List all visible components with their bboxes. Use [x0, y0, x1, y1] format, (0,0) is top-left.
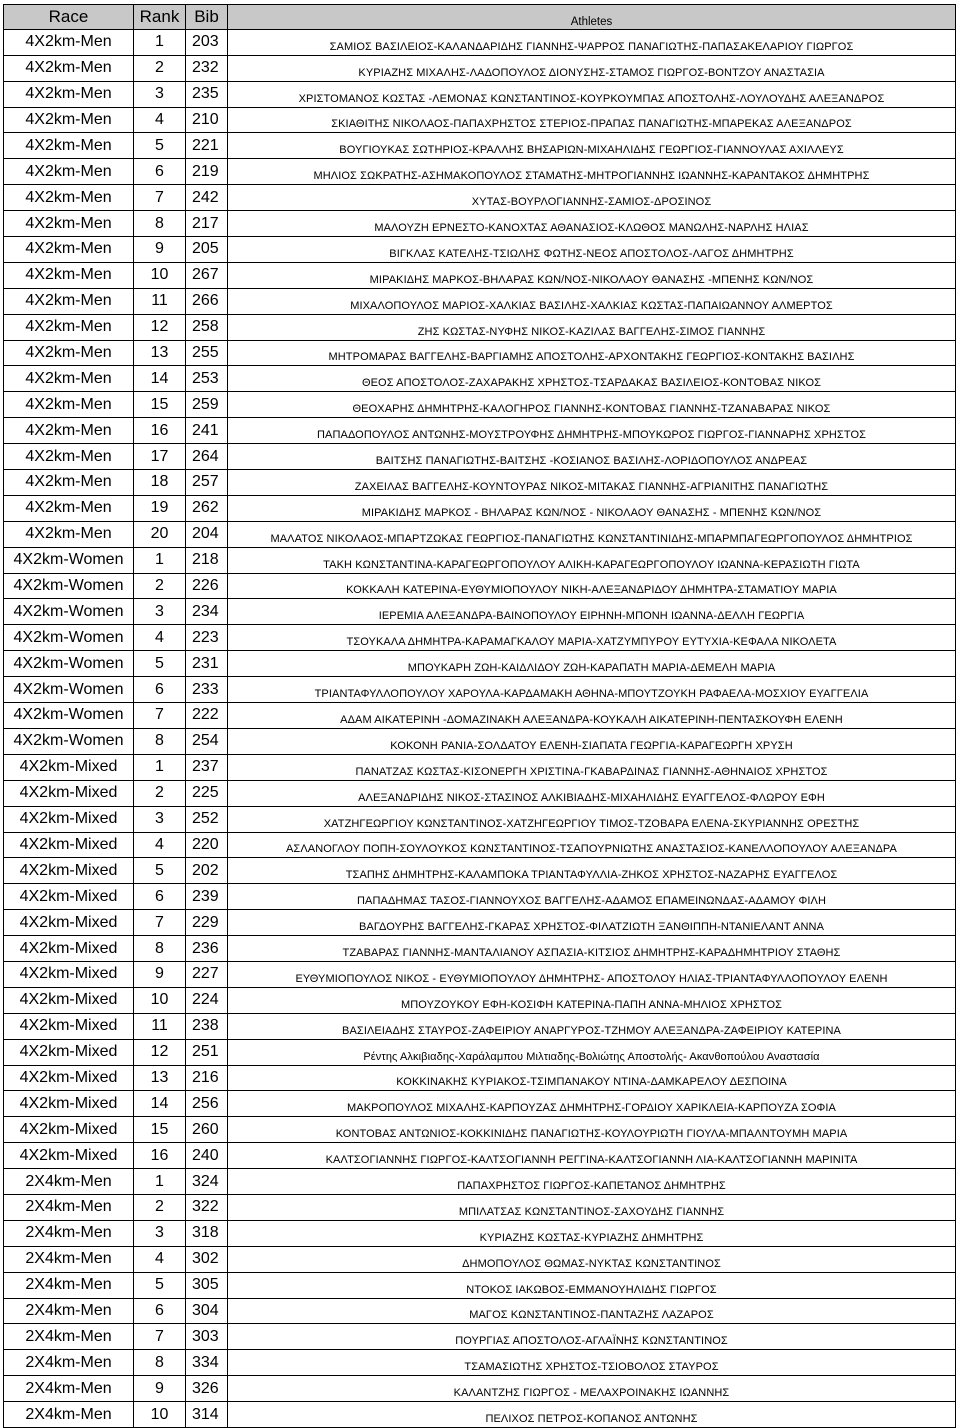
- race-cell: 4X2km-Men: [4, 418, 134, 444]
- athletes-cell: ΒΑΙΤΣΗΣ ΠΑΝΑΓΙΩΤΗΣ-ΒΑΙΤΣΗΣ -ΚΟΣΙΑΝΟΣ ΒΑΣΙΛΗΣ-ΛΟΡΙΔΟΠΟΥΛΟΣ ΑΝΔΡΕΑΣ: [228, 444, 956, 470]
- bib-cell: 222: [186, 703, 228, 729]
- table-row: [4, 521, 956, 547]
- table-row: [4, 81, 956, 107]
- race-cell: 4X2km-Mixed: [4, 1039, 134, 1065]
- bib-cell: 224: [186, 987, 228, 1013]
- rank-cell: 20: [134, 521, 186, 547]
- athletes-cell: ΤΣΟΥΚΑΛΑ ΔΗΜΗΤΡΑ-ΚΑΡΑΜΑΓΚΑΛΟΥ ΜΑΡΙΑ-ΧΑΤΖΥΜΠΥΡΟΥ ΕΥΤΥΧΙΑ-ΚΕΦΑΛΑ ΝΙΚΟΛΕΤΑ: [228, 625, 956, 651]
- race-cell: 4X2km-Women: [4, 728, 134, 754]
- rank-cell: 4: [134, 107, 186, 133]
- rank-cell: 3: [134, 599, 186, 625]
- bib-cell: 266: [186, 288, 228, 314]
- bib-cell: 326: [186, 1376, 228, 1402]
- athletes-cell: ΚΟΚΚΙΝΑΚΗΣ ΚΥΡΙΑΚΟΣ-ΤΣΙΜΠΑΝΑΚΟΥ ΝΤΙΝΑ-ΔΑΜΚΑΡΕΛΟΥ ΔΕΣΠΟΙΝΑ: [228, 1065, 956, 1091]
- rank-cell: 8: [134, 211, 186, 237]
- rank-cell: 4: [134, 625, 186, 651]
- athletes-cell: ΤΖΑΒΑΡΑΣ ΓΙΑΝΝΗΣ-ΜΑΝΤΑΛΙΑΝΟΥ ΑΣΠΑΣΙΑ-ΚΙΤΣΙΟΣ ΔΗΜΗΤΡΗΣ-ΚΑΡΑΔΗΜΗΤΡΙΟΥ ΣΤΑΘΗΣ: [228, 936, 956, 962]
- header-rank: Rank: [134, 5, 186, 30]
- bib-cell: 303: [186, 1324, 228, 1350]
- table-row: [4, 340, 956, 366]
- race-cell: 2X4km-Men: [4, 1376, 134, 1402]
- bib-cell: 267: [186, 262, 228, 288]
- table-row: [4, 1039, 956, 1065]
- rank-cell: 7: [134, 1324, 186, 1350]
- athletes-cell: ΑΛΕΞΑΝΔΡΙΔΗΣ ΝΙΚΟΣ-ΣΤΑΣΙΝΟΣ ΑΛΚΙΒΙΑΔΗΣ-ΜΙΧΑΗΛΙΔΗΣ ΕΥΑΓΓΕΛΟΣ-ΦΛΩΡΟΥ ΕΦΗ: [228, 780, 956, 806]
- bib-cell: 259: [186, 392, 228, 418]
- rank-cell: 7: [134, 185, 186, 211]
- bib-cell: 257: [186, 470, 228, 496]
- athletes-cell: ΚΟΝΤΟΒΑΣ ΑΝΤΩΝΙΟΣ-ΚΟΚΚΙΝΙΔΗΣ ΠΑΝΑΓΙΩΤΗΣ-ΚΟΥΛΟΥΡΙΩΤΗ ΓΙΟΥΛΑ-ΜΠΑΛΝΤΟΥΜΗ ΜΑΡΙΑ: [228, 1117, 956, 1143]
- bib-cell: 223: [186, 625, 228, 651]
- table-row: [4, 754, 956, 780]
- table-row: [4, 1169, 956, 1195]
- bib-cell: 334: [186, 1350, 228, 1376]
- rank-cell: 6: [134, 1298, 186, 1324]
- race-cell: 4X2km-Mixed: [4, 910, 134, 936]
- table-row: [4, 288, 956, 314]
- athletes-cell: ΘΕΟΧΑΡΗΣ ΔΗΜΗΤΡΗΣ-ΚΑΛΟΓΗΡΟΣ ΓΙΑΝΝΗΣ-ΚΟΝΤΟΒΑΣ ΓΙΑΝΝΗΣ-ΤΖΑΝΑΒΑΡΑΣ ΝΙΚΟΣ: [228, 392, 956, 418]
- bib-cell: 314: [186, 1402, 228, 1428]
- rank-cell: 1: [134, 29, 186, 55]
- bib-cell: 254: [186, 728, 228, 754]
- bib-cell: 231: [186, 651, 228, 677]
- race-cell: 2X4km-Men: [4, 1402, 134, 1428]
- athletes-cell: ΑΔΑΜ ΑΙΚΑΤΕΡΙΝΗ -ΔΟΜΑΖΙΝΑΚΗ ΑΛΕΞΑΝΔΡΑ-ΚΟΥΚΑΛΗ ΑΙΚΑΤΕΡΙΝΗ-ΠΕΝΤΑΣΚΟΥΦΗ ΕΛΕΝΗ: [228, 703, 956, 729]
- bib-cell: 252: [186, 806, 228, 832]
- athletes-cell: ΚΑΛΤΣΟΓΙΑΝΝΗΣ ΓΙΩΡΓΟΣ-ΚΑΛΤΣΟΓΙΑΝΝΗ ΡΕΓΓΙΝΑ-ΚΑΛΤΣΟΓΙΑΝΝΗ ΛΙΑ-ΚΑΛΤΣΟΓΙΑΝΝΗ ΜΑΡΙΝΙΤΑ: [228, 1143, 956, 1169]
- race-cell: 4X2km-Mixed: [4, 1091, 134, 1117]
- athletes-cell: ΠΑΠΑΧΡΗΣΤΟΣ ΓΙΩΡΓΟΣ-ΚΑΠΕΤΑΝΟΣ ΔΗΜΗΤΡΗΣ: [228, 1169, 956, 1195]
- bib-cell: 236: [186, 936, 228, 962]
- race-cell: 2X4km-Men: [4, 1246, 134, 1272]
- table-row: [4, 961, 956, 987]
- header-bib: Bib: [186, 5, 228, 30]
- race-cell: 4X2km-Men: [4, 288, 134, 314]
- athletes-cell: ΜΑΛΟΥΖΗ ΕΡΝΕΣΤΟ-ΚΑΝΟΧΤΑΣ ΑΘΑΝΑΣΙΟΣ-ΚΛΩΘΟΣ ΜΑΝΩΛΗΣ-ΝΑΡΛΗΣ ΗΛΙΑΣ: [228, 211, 956, 237]
- athletes-cell: ΠΑΠΑΔΟΠΟΥΛΟΣ ΑΝΤΩΝΗΣ-ΜΟΥΣΤΡΟΥΦΗΣ ΔΗΜΗΤΡΗΣ-ΜΠΟΥΚΩΡΟΣ ΓΙΩΡΓΟΣ-ΓΙΑΝΝΑΡΗΣ ΧΡΗΣΤΟΣ: [228, 418, 956, 444]
- race-cell: 4X2km-Mixed: [4, 884, 134, 910]
- athletes-cell: ΝΤΟΚΟΣ ΙΑΚΩΒΟΣ-ΕΜΜΑΝΟΥΗΛΙΔΗΣ ΓΙΩΡΓΟΣ: [228, 1272, 956, 1298]
- race-cell: 4X2km-Mixed: [4, 936, 134, 962]
- bib-cell: 304: [186, 1298, 228, 1324]
- race-cell: 4X2km-Men: [4, 444, 134, 470]
- bib-cell: 229: [186, 910, 228, 936]
- rank-cell: 7: [134, 703, 186, 729]
- race-cell: 4X2km-Mixed: [4, 858, 134, 884]
- rank-cell: 9: [134, 1376, 186, 1402]
- bib-cell: 210: [186, 107, 228, 133]
- race-cell: 4X2km-Men: [4, 340, 134, 366]
- rank-cell: 2: [134, 780, 186, 806]
- table-row: [4, 262, 956, 288]
- rank-cell: 9: [134, 961, 186, 987]
- table-row: [4, 1402, 956, 1428]
- bib-cell: 240: [186, 1143, 228, 1169]
- rank-cell: 18: [134, 470, 186, 496]
- table-row: [4, 133, 956, 159]
- race-cell: 4X2km-Women: [4, 625, 134, 651]
- table-row: [4, 1143, 956, 1169]
- athletes-cell: ΣΑΜΙΟΣ ΒΑΣΙΛΕΙΟΣ-ΚΑΛΑΝΔΑΡΙΔΗΣ ΓΙΑΝΝΗΣ-ΨΑΡΡΟΣ ΠΑΝΑΓΙΩΤΗΣ-ΠΑΠΑΣΑΚΕΛΑΡΙΟΥ ΓΙΩΡΓΟΣ: [228, 29, 956, 55]
- table-row: [4, 1065, 956, 1091]
- race-cell: 2X4km-Men: [4, 1324, 134, 1350]
- table-row: [4, 470, 956, 496]
- athletes-cell: ΠΟΥΡΓΙΑΣ ΑΠΟΣΤΟΛΟΣ-ΑΓΛΑΪΝΗΣ ΚΩΝΣΤΑΝΤΙΝΟΣ: [228, 1324, 956, 1350]
- athletes-cell: ΜΠΙΛΑΤΣΑΣ ΚΩΝΣΤΑΝΤΙΝΟΣ-ΣΑΧΟΥΔΗΣ ΓΙΑΝΝΗΣ: [228, 1194, 956, 1220]
- race-cell: 4X2km-Mixed: [4, 987, 134, 1013]
- athletes-cell: ΚΟΚΟΝΗ ΡΑΝΙΑ-ΣΟΛΔΑΤΟΥ ΕΛΕΝΗ-ΣΙΑΠΑΤΑ ΓΕΩΡΓΙΑ-ΚΑΡΑΓΕΩΡΓΗ ΧΡΥΣΗ: [228, 728, 956, 754]
- table-row: [4, 780, 956, 806]
- athletes-cell: ΚΥΡΙΑΖΗΣ ΚΩΣΤΑΣ-ΚΥΡΙΑΖΗΣ ΔΗΜΗΤΡΗΣ: [228, 1220, 956, 1246]
- bib-cell: 302: [186, 1246, 228, 1272]
- athletes-cell: ΤΡΙΑΝΤΑΦΥΛΛΟΠΟΥΛΟΥ ΧΑΡΟΥΛΑ-ΚΑΡΔΑΜΑΚΗ ΑΘΗΝΑ-ΜΠΟΥΤΖΟΥΚΗ ΡΑΦΑΕΛΑ-ΜΟΣΧΙΟΥ ΕΥΑΓΓΕΛΙΑ: [228, 677, 956, 703]
- bib-cell: 305: [186, 1272, 228, 1298]
- table-row: [4, 159, 956, 185]
- bib-cell: 235: [186, 81, 228, 107]
- rank-cell: 2: [134, 573, 186, 599]
- rank-cell: 13: [134, 340, 186, 366]
- rank-cell: 6: [134, 159, 186, 185]
- table-row: [4, 910, 956, 936]
- athletes-cell: ΜΑΓΟΣ ΚΩΝΣΤΑΝΤΙΝΟΣ-ΠΑΝΤΑΖΗΣ ΛΑΖΑΡΟΣ: [228, 1298, 956, 1324]
- rank-cell: 4: [134, 1246, 186, 1272]
- race-cell: 2X4km-Men: [4, 1194, 134, 1220]
- rank-cell: 13: [134, 1065, 186, 1091]
- bib-cell: 255: [186, 340, 228, 366]
- table-row: [4, 314, 956, 340]
- table-row: [4, 444, 956, 470]
- race-cell: 4X2km-Women: [4, 651, 134, 677]
- rank-cell: 16: [134, 1143, 186, 1169]
- header-athletes: Athletes: [228, 5, 956, 30]
- athletes-cell: ΘΕΟΣ ΑΠΟΣΤΟΛΟΣ-ΖΑΧΑΡΑΚΗΣ ΧΡΗΣΤΟΣ-ΤΣΑΡΔΑΚΑΣ ΒΑΣΙΛΕΙΟΣ-ΚΟΝΤΟΒΑΣ ΝΙΚΟΣ: [228, 366, 956, 392]
- rank-cell: 8: [134, 936, 186, 962]
- athletes-cell: ΒΟΥΓΙΟΥΚΑΣ ΣΩΤΗΡΙΟΣ-ΚΡΑΛΛΗΣ ΒΗΣΑΡΙΩΝ-ΜΙΧΑΗΛΙΔΗΣ ΓΕΩΡΓΙΟΣ-ΓΙΑΝΝΟΥΛΑΣ ΑΧΙΛΛΕΥΣ: [228, 133, 956, 159]
- table-row: [4, 418, 956, 444]
- rank-cell: 5: [134, 858, 186, 884]
- athletes-cell: ΜΙΧΑΛΟΠΟΥΛΟΣ ΜΑΡΙΟΣ-ΧΑΛΚΙΑΣ ΒΑΣΙΛΗΣ-ΧΑΛΚΙΑΣ ΚΩΣΤΑΣ-ΠΑΠΑΙΩΑΝΝΟΥ ΑΛΜΕΡΤΟΣ: [228, 288, 956, 314]
- athletes-cell: ΧΡΙΣΤΟΜΑΝΟΣ ΚΩΣΤΑΣ -ΛΕΜΟΝΑΣ ΚΩΝΣΤΑΝΤΙΝΟΣ-ΚΟΥΡΚΟΥΜΠΑΣ ΑΠΟΣΤΟΛΗΣ-ΛΟΥΛΟΥΔΗΣ ΑΛΕΞΑΝΔΡΟΣ: [228, 81, 956, 107]
- athletes-cell: ΣΚΙΑΘΙΤΗΣ ΝΙΚΟΛΑΟΣ-ΠΑΠΑΧΡΗΣΤΟΣ ΣΤΕΡΙΟΣ-ΠΡΑΠΑΣ ΠΑΝΑΓΙΩΤΗΣ-ΜΠΑΡΕΚΑΣ ΑΛΕΞΑΝΔΡΟΣ: [228, 107, 956, 133]
- rank-cell: 11: [134, 288, 186, 314]
- race-cell: 4X2km-Mixed: [4, 1013, 134, 1039]
- race-cell: 4X2km-Men: [4, 211, 134, 237]
- race-cell: 4X2km-Women: [4, 573, 134, 599]
- athletes-cell: ΔΗΜΟΠΟΥΛΟΣ ΘΩΜΑΣ-ΝΥΚΤΑΣ ΚΩΝΣΤΑΝΤΙΝΟΣ: [228, 1246, 956, 1272]
- athletes-cell: ΖΗΣ ΚΩΣΤΑΣ-ΝΥΦΗΣ ΝΙΚΟΣ-ΚΑΖΙΛΑΣ ΒΑΓΓΕΛΗΣ-ΣΙΜΟΣ ΓΙΑΝΝΗΣ: [228, 314, 956, 340]
- race-cell: 4X2km-Men: [4, 133, 134, 159]
- athletes-cell: ΕΥΘΥΜΙΟΠΟΥΛΟΣ ΝΙΚΟΣ - ΕΥΘΥΜΙΟΠΟΥΛΟΥ ΔΗΜΗΤΡΗΣ- ΑΠΟΣΤΟΛΟΥ ΗΛΙΑΣ-ΤΡΙΑΝΤΑΦΥΛΛΟΠΟΥΛΟΥ ΕΛΕΝΗ: [228, 961, 956, 987]
- athletes-cell: ΚΟΚΚΑΛΗ ΚΑΤΕΡΙΝΑ-ΕΥΘΥΜΙΟΠΟΥΛΟΥ ΝΙΚΗ-ΑΛΕΞΑΝΔΡΙΔΟΥ ΔΗΜΗΤΡΑ-ΣΤΑΜΑΤΙΟΥ ΜΑΡΙΑ: [228, 573, 956, 599]
- bib-cell: 322: [186, 1194, 228, 1220]
- bib-cell: 205: [186, 237, 228, 263]
- race-cell: 4X2km-Mixed: [4, 1065, 134, 1091]
- rank-cell: 10: [134, 1402, 186, 1428]
- race-cell: 4X2km-Men: [4, 185, 134, 211]
- table-row: [4, 1350, 956, 1376]
- race-cell: 4X2km-Men: [4, 262, 134, 288]
- athletes-cell: ΜΗΤΡΟΜΑΡΑΣ ΒΑΓΓΕΛΗΣ-ΒΑΡΓΙΑΜΗΣ ΑΠΟΣΤΟΛΗΣ-ΑΡΧΟΝΤΑΚΗΣ ΓΕΩΡΓΙΟΣ-ΚΟΝΤΑΚΗΣ ΒΑΣΙΛΗΣ: [228, 340, 956, 366]
- rank-cell: 10: [134, 262, 186, 288]
- table-row: [4, 1194, 956, 1220]
- athletes-cell: ΠΑΠΑΔΗΜΑΣ ΤΑΣΟΣ-ΓΙΑΝΝΟΥΧΟΣ ΒΑΓΓΕΛΗΣ-ΑΔΑΜΟΣ ΕΠΑΜΕΙΝΩΝΔΑΣ-ΑΔΑΜΟΥ ΦΙΛΗ: [228, 884, 956, 910]
- table-row: [4, 495, 956, 521]
- rank-cell: 15: [134, 392, 186, 418]
- bib-cell: 216: [186, 1065, 228, 1091]
- rank-cell: 1: [134, 754, 186, 780]
- table-row: [4, 1246, 956, 1272]
- bib-cell: 260: [186, 1117, 228, 1143]
- race-cell: 4X2km-Women: [4, 547, 134, 573]
- table-row: [4, 1220, 956, 1246]
- race-cell: 4X2km-Men: [4, 29, 134, 55]
- table-row: [4, 1117, 956, 1143]
- athletes-cell: ΒΑΣΙΛΕΙΑΔΗΣ ΣΤΑΥΡΟΣ-ΖΑΦΕΙΡΙΟΥ ΑΝΑΡΓΥΡΟΣ-ΤΖΗΜΟΥ ΑΛΕΞΑΝΔΡΑ-ΖΑΦΕΙΡΙΟΥ ΚΑΤΕΡΙΝΑ: [228, 1013, 956, 1039]
- results-table: [3, 4, 956, 1428]
- table-row: [4, 1324, 956, 1350]
- athletes-cell: ΒΑΓΔΟΥΡΗΣ ΒΑΓΓΕΛΗΣ-ΓΚΑΡΑΣ ΧΡΗΣΤΟΣ-ΦΙΛΑΤΖΙΩΤΗ ΞΑΝΘΙΠΠΗ-ΝΤΑΝΙΕΛΑΝΤ ΑΝΝΑ: [228, 910, 956, 936]
- rank-cell: 12: [134, 1039, 186, 1065]
- table-row: [4, 1013, 956, 1039]
- athletes-cell: ΤΑΚΗ ΚΩΝΣΤΑΝΤΙΝΑ-ΚΑΡΑΓΕΩΡΓΟΠΟΥΛΟΥ ΑΛΙΚΗ-ΚΑΡΑΓΕΩΡΓΟΠΟΥΛΟΥ ΙΩΑΝΝΑ-ΚΕΡΑΣΙΩΤΗ ΓΙΩΤΑ: [228, 547, 956, 573]
- table-row: [4, 832, 956, 858]
- race-cell: 4X2km-Men: [4, 107, 134, 133]
- athletes-cell: ΚΑΛΑΝΤΖΗΣ ΓΙΩΡΓΟΣ - ΜΕΛΑΧΡΟΙΝΑΚΗΣ ΙΩΑΝΝΗΣ: [228, 1376, 956, 1402]
- bib-cell: 203: [186, 29, 228, 55]
- table-row: [4, 237, 956, 263]
- bib-cell: 253: [186, 366, 228, 392]
- table-row: [4, 185, 956, 211]
- bib-cell: 221: [186, 133, 228, 159]
- rank-cell: 16: [134, 418, 186, 444]
- rank-cell: 10: [134, 987, 186, 1013]
- header-race: Race: [4, 5, 134, 30]
- race-cell: 4X2km-Men: [4, 495, 134, 521]
- rank-cell: 5: [134, 133, 186, 159]
- table-row: [4, 573, 956, 599]
- athletes-cell: ΙΕΡΕΜΙΑ ΑΛΕΞΑΝΔΡΑ-ΒΑΙΝΟΠΟΥΛΟΥ ΕΙΡΗΝΗ-ΜΠΟΝΗ ΙΩΑΝΝΑ-ΔΕΛΛΗ ΓΕΩΡΓΙΑ: [228, 599, 956, 625]
- rank-cell: 9: [134, 237, 186, 263]
- rank-cell: 17: [134, 444, 186, 470]
- table-row: [4, 366, 956, 392]
- bib-cell: 225: [186, 780, 228, 806]
- results-sheet: [3, 4, 955, 1428]
- athletes-cell: ΠΕΛΙΧΟΣ ΠΕΤΡΟΣ-ΚΟΠΑΝΟΣ ΑΝΤΩΝΗΣ: [228, 1402, 956, 1428]
- rank-cell: 6: [134, 884, 186, 910]
- table-row: [4, 29, 956, 55]
- table-row: [4, 987, 956, 1013]
- race-cell: 4X2km-Men: [4, 392, 134, 418]
- rank-cell: 4: [134, 832, 186, 858]
- table-row: [4, 625, 956, 651]
- race-cell: 4X2km-Mixed: [4, 754, 134, 780]
- results-body: [4, 29, 956, 1427]
- table-row: [4, 884, 956, 910]
- athletes-cell: ΜΗΛΙΟΣ ΣΩΚΡΑΤΗΣ-ΑΣΗΜΑΚΟΠΟΥΛΟΣ ΣΤΑΜΑΤΗΣ-ΜΗΤΡΟΓΙΑΝΝΗΣ ΙΩΑΝΝΗΣ-ΚΑΡΑΝΤΑΚΟΣ ΔΗΜΗΤΡΗΣ: [228, 159, 956, 185]
- race-cell: 4X2km-Mixed: [4, 832, 134, 858]
- race-cell: 2X4km-Men: [4, 1220, 134, 1246]
- race-cell: 4X2km-Men: [4, 237, 134, 263]
- rank-cell: 3: [134, 806, 186, 832]
- bib-cell: 239: [186, 884, 228, 910]
- bib-cell: 237: [186, 754, 228, 780]
- race-cell: 4X2km-Mixed: [4, 1117, 134, 1143]
- race-cell: 4X2km-Women: [4, 677, 134, 703]
- race-cell: 4X2km-Mixed: [4, 961, 134, 987]
- bib-cell: 241: [186, 418, 228, 444]
- rank-cell: 1: [134, 547, 186, 573]
- table-row: [4, 55, 956, 81]
- table-row: [4, 936, 956, 962]
- race-cell: 4X2km-Mixed: [4, 780, 134, 806]
- rank-cell: 7: [134, 910, 186, 936]
- athletes-cell: ΜΠΟΥΚΑΡΗ ΖΩΗ-ΚΑΙΔΛΙΔΟΥ ΖΩΗ-ΚΑΡΑΠΑΤΗ ΜΑΡΙΑ-ΔΕΜΕΛΗ ΜΑΡΙΑ: [228, 651, 956, 677]
- race-cell: 4X2km-Men: [4, 55, 134, 81]
- rank-cell: 12: [134, 314, 186, 340]
- rank-cell: 11: [134, 1013, 186, 1039]
- table-row: [4, 806, 956, 832]
- athletes-cell: ΜΙΡΑΚΙΔΗΣ ΜΑΡΚΟΣ-ΒΗΛΑΡΑΣ ΚΩΝ/ΝΟΣ-ΝΙΚΟΛΑΟΥ ΘΑΝΑΣΗΣ -ΜΠΕΝΗΣ ΚΩΝ/ΝΟΣ: [228, 262, 956, 288]
- header-row: [4, 5, 956, 30]
- bib-cell: 220: [186, 832, 228, 858]
- table-row: [4, 1376, 956, 1402]
- rank-cell: 2: [134, 1194, 186, 1220]
- table-row: [4, 677, 956, 703]
- athletes-cell: ΚΥΡΙΑΖΗΣ ΜΙΧΑΛΗΣ-ΛΑΔΟΠΟΥΛΟΣ ΔΙΟΝΥΣΗΣ-ΣΤΑΜΟΣ ΓΙΩΡΓΟΣ-ΒΟΝΤΖΟΥ ΑΝΑΣΤΑΣΙΑ: [228, 55, 956, 81]
- rank-cell: 3: [134, 1220, 186, 1246]
- race-cell: 4X2km-Men: [4, 314, 134, 340]
- athletes-cell: ΤΣΑΜΑΣΙΩΤΗΣ ΧΡΗΣΤΟΣ-ΤΣΙΟΒΟΛΟΣ ΣΤΑΥΡΟΣ: [228, 1350, 956, 1376]
- rank-cell: 8: [134, 728, 186, 754]
- race-cell: 4X2km-Men: [4, 470, 134, 496]
- race-cell: 4X2km-Men: [4, 366, 134, 392]
- bib-cell: 318: [186, 1220, 228, 1246]
- rank-cell: 14: [134, 366, 186, 392]
- bib-cell: 234: [186, 599, 228, 625]
- bib-cell: 219: [186, 159, 228, 185]
- bib-cell: 202: [186, 858, 228, 884]
- table-row: [4, 211, 956, 237]
- athletes-cell: ΠΑΝΑΤΖΑΣ ΚΩΣΤΑΣ-ΚΙΣΟΝΕΡΓΗ ΧΡΙΣΤΙΝΑ-ΓΚΑΒΑΡΔΙΝΑΣ ΓΙΑΝΝΗΣ-ΑΘΗΝΑΙΟΣ ΧΡΗΣΤΟΣ: [228, 754, 956, 780]
- bib-cell: 242: [186, 185, 228, 211]
- rank-cell: 5: [134, 1272, 186, 1298]
- race-cell: 2X4km-Men: [4, 1272, 134, 1298]
- table-row: [4, 547, 956, 573]
- athletes-cell: ΑΣΛΑΝΟΓΛΟΥ ΠΟΠΗ-ΣΟΥΛΟΥΚΟΣ ΚΩΝΣΤΑΝΤΙΝΟΣ-ΤΣΑΠΟΥΡΝΙΩΤΗΣ ΑΝΑΣΤΑΣΙΟΣ-ΚΑΝΕΛΛΟΠΟΥΛΟΥ ΑΛΕΞΑΝΔΡΑ: [228, 832, 956, 858]
- table-row: [4, 728, 956, 754]
- rank-cell: 2: [134, 55, 186, 81]
- rank-cell: 8: [134, 1350, 186, 1376]
- bib-cell: 251: [186, 1039, 228, 1065]
- table-row: [4, 1298, 956, 1324]
- bib-cell: 218: [186, 547, 228, 573]
- race-cell: 4X2km-Mixed: [4, 1143, 134, 1169]
- bib-cell: 264: [186, 444, 228, 470]
- table-row: [4, 858, 956, 884]
- race-cell: 4X2km-Men: [4, 521, 134, 547]
- bib-cell: 232: [186, 55, 228, 81]
- rank-cell: 3: [134, 81, 186, 107]
- athletes-cell: ΤΣΑΠΗΣ ΔΗΜΗΤΡΗΣ-ΚΑΛΑΜΠΟΚΑ ΤΡΙΑΝΤΑΦΥΛΛΙΑ-ΖΗΚΟΣ ΧΡΗΣΤΟΣ-ΝΑΖΑΡΗΣ ΕΥΑΓΓΕΛΟΣ: [228, 858, 956, 884]
- race-cell: 2X4km-Men: [4, 1169, 134, 1195]
- athletes-cell: ΜΑΛΑΤΟΣ ΝΙΚΟΛΑΟΣ-ΜΠΑΡΤΖΩΚΑΣ ΓΕΩΡΓΙΟΣ-ΠΑΝΑΓΙΩΤΗΣ ΚΩΝΣΤΑΝΤΙΝΙΔΗΣ-ΜΠΑΡΜΠΑΓΕΩΡΓΟΠΟΥΛΟΣ ΔΗΜΗΤΡΙΟΣ: [228, 521, 956, 547]
- race-cell: 4X2km-Men: [4, 159, 134, 185]
- rank-cell: 15: [134, 1117, 186, 1143]
- race-cell: 4X2km-Women: [4, 703, 134, 729]
- table-row: [4, 107, 956, 133]
- race-cell: 2X4km-Men: [4, 1350, 134, 1376]
- rank-cell: 19: [134, 495, 186, 521]
- table-row: [4, 599, 956, 625]
- race-cell: 2X4km-Men: [4, 1298, 134, 1324]
- rank-cell: 5: [134, 651, 186, 677]
- table-row: [4, 392, 956, 418]
- bib-cell: 217: [186, 211, 228, 237]
- rank-cell: 1: [134, 1169, 186, 1195]
- table-row: [4, 1272, 956, 1298]
- athletes-cell: Ρέντης Αλκιβιαδης-Χαράλαμπου Μιλτιαδης-Βολιώτης Αποστολής- Ακανθοπούλου Αναστασία: [228, 1039, 956, 1065]
- athletes-cell: ΜΠΟΥΖΟΥΚΟΥ ΕΦΗ-ΚΟΣΙΦΗ ΚΑΤΕΡΙΝΑ-ΠΑΠΗ ΑΝΝΑ-ΜΗΛΙΟΣ ΧΡΗΣΤΟΣ: [228, 987, 956, 1013]
- rank-cell: 6: [134, 677, 186, 703]
- table-row: [4, 703, 956, 729]
- athletes-cell: ΧΑΤΖΗΓΕΩΡΓΙΟΥ ΚΩΝΣΤΑΝΤΙΝΟΣ-ΧΑΤΖΗΓΕΩΡΓΙΟΥ ΤΙΜΟΣ-ΤΖΟΒΑΡΑ ΕΛΕΝΑ-ΣΚΥΡΙΑΝΝΗΣ ΟΡΕΣΤΗΣ: [228, 806, 956, 832]
- bib-cell: 324: [186, 1169, 228, 1195]
- athletes-cell: ΧΥΤΑΣ-ΒΟΥΡΛΟΓΙΑΝΝΗΣ-ΣΑΜΙΟΣ-ΔΡΟΣΙΝΟΣ: [228, 185, 956, 211]
- bib-cell: 256: [186, 1091, 228, 1117]
- race-cell: 4X2km-Women: [4, 599, 134, 625]
- race-cell: 4X2km-Mixed: [4, 806, 134, 832]
- bib-cell: 226: [186, 573, 228, 599]
- athletes-cell: ΒΙΓΚΛΑΣ ΚΑΤΕΛΗΣ-ΤΣΙΩΛΗΣ ΦΩΤΗΣ-ΝΕΟΣ ΑΠΟΣΤΟΛΟΣ-ΛΑΓΟΣ ΔΗΜΗΤΡΗΣ: [228, 237, 956, 263]
- table-row: [4, 1091, 956, 1117]
- bib-cell: 227: [186, 961, 228, 987]
- bib-cell: 204: [186, 521, 228, 547]
- bib-cell: 233: [186, 677, 228, 703]
- race-cell: 4X2km-Men: [4, 81, 134, 107]
- athletes-cell: ΜΑΚΡΟΠΟΥΛΟΣ ΜΙΧΑΛΗΣ-ΚΑΡΠΟΥΖΑΣ ΔΗΜΗΤΡΗΣ-ΓΟΡΔΙΟΥ ΧΑΡΙΚΛΕΙΑ-ΚΑΡΠΟΥΖΑ ΣΟΦΙΑ: [228, 1091, 956, 1117]
- athletes-cell: ΖΑΧΕΙΛΑΣ ΒΑΓΓΕΛΗΣ-ΚΟΥΝΤΟΥΡΑΣ ΝΙΚΟΣ-ΜΙΤΑΚΑΣ ΓΙΑΝΝΗΣ-ΑΓΡΙΑΝΙΤΗΣ ΠΑΝΑΓΙΩΤΗΣ: [228, 470, 956, 496]
- athletes-cell: ΜΙΡΑΚΙΔΗΣ ΜΑΡΚΟΣ - ΒΗΛΑΡΑΣ ΚΩΝ/ΝΟΣ - ΝΙΚΟΛΑΟΥ ΘΑΝΑΣΗΣ - ΜΠΕΝΗΣ ΚΩΝ/ΝΟΣ: [228, 495, 956, 521]
- rank-cell: 14: [134, 1091, 186, 1117]
- bib-cell: 238: [186, 1013, 228, 1039]
- table-row: [4, 651, 956, 677]
- bib-cell: 258: [186, 314, 228, 340]
- bib-cell: 262: [186, 495, 228, 521]
